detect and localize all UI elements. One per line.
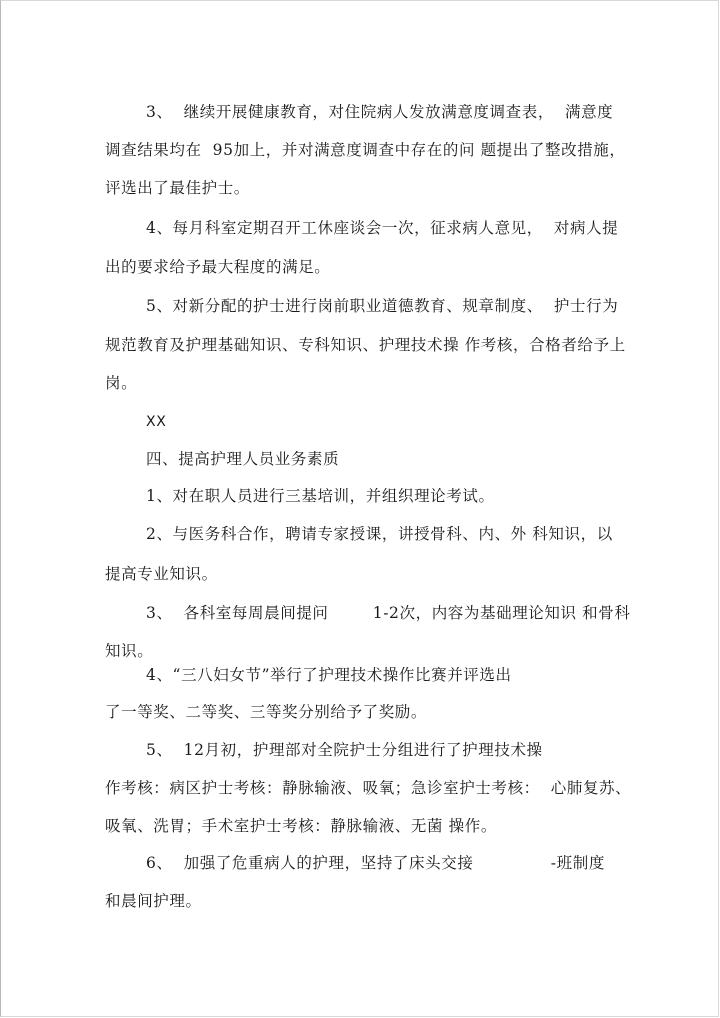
text-line: 5、 12月初，护理部对全院护士分组进行了护理技术操 — [146, 741, 543, 759]
text-line: 3、 继续开展健康教育，对住院病人发放满意度调查表， 满意度 — [146, 103, 614, 121]
text-line: 知识。 — [105, 642, 154, 660]
text-line: 提高专业知识。 — [105, 565, 218, 583]
text-line: 出的要求给予最大程度的满足。 — [105, 258, 331, 276]
text-line: 规范教育及护理基础知识、专科知识、护理技术操 作考核，合格者给予上 — [105, 336, 626, 354]
text-line: 2、与医务科合作，聘请专家授课，讲授骨科、内、外 科知识，以 — [146, 525, 613, 543]
text-line: 4、每月科室定期召开工休座谈会一次，征求病人意见， 对病人提 — [146, 219, 619, 237]
text-line: 1、对在职人员进行三基培训，并组织理论考试。 — [146, 487, 495, 505]
text-line: 作考核：病区护士考核：静脉输液、吸氧；急诊室护士考核： 心肺复苏、 — [105, 779, 632, 797]
text-line: 调查结果均在 95加上，并对满意度调查中存在的问 题提出了整改措施， — [105, 141, 626, 159]
text-line: 岗。 — [105, 374, 138, 392]
text-line: 和晨间护理。 — [105, 892, 202, 910]
section-heading: 四、提高护理人员业务素质 — [146, 450, 340, 468]
text-line: 吸氧、洗胃；手术室护士考核：静脉输液、无菌 操作。 — [105, 817, 497, 835]
text-line: 3、 各科室每周晨间提问 1-2次，内容为基础理论知识 和骨科 — [146, 604, 631, 622]
text-line: 4、“三八妇女节”举行了护理技术操作比赛并评选出 — [146, 666, 512, 684]
text-line: 6、 加强了危重病人的护理，坚持了床头交接 -班制度 — [146, 854, 605, 872]
text-line: XX — [146, 414, 167, 430]
text-line: 5、对新分配的护士进行岗前职业道德教育、规章制度、 护士行为 — [146, 297, 619, 315]
text-line: 了一等奖、二等奖、三等奖分别给予了奖励。 — [105, 703, 428, 721]
text-line: 评选出了最佳护士。 — [105, 179, 250, 197]
